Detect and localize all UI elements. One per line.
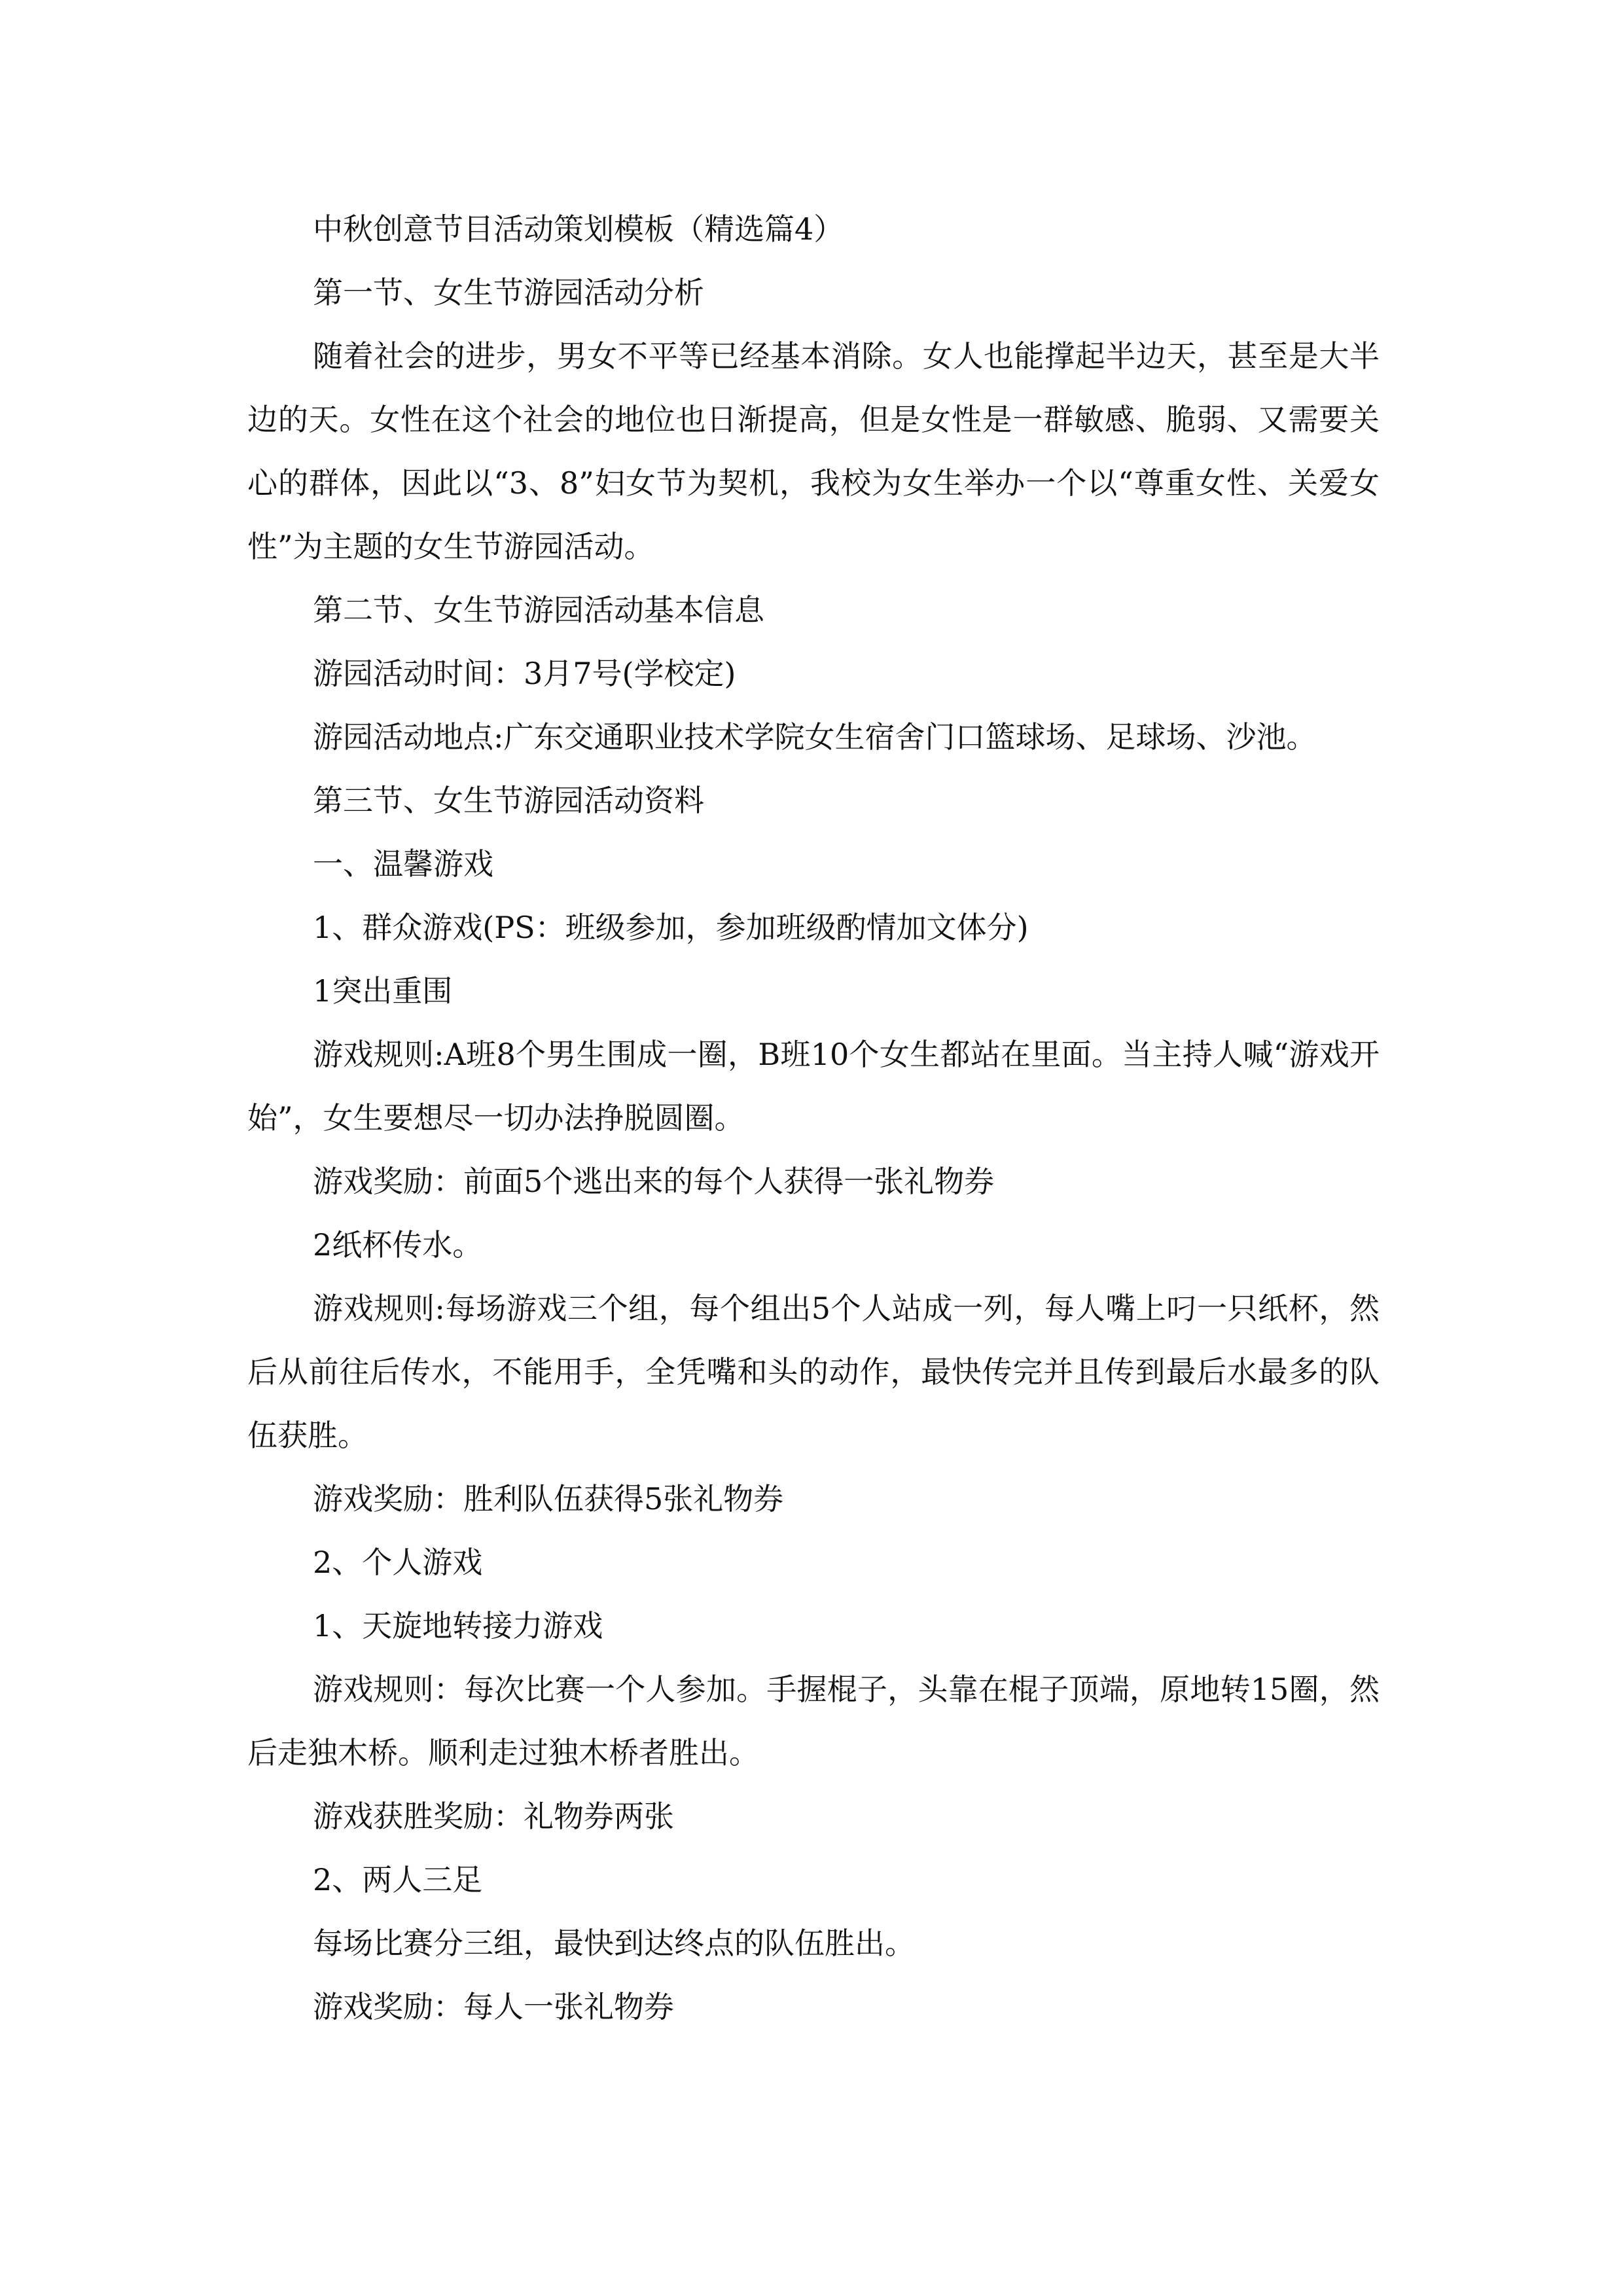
list-item: 1突出重围 (313, 973, 453, 1009)
game-rules: 游戏规则:每场游戏三个组，每个组出5个人站成一列，每人嘴上叼一只纸杯，然后从前往后传水，不能用手，全凭嘴和头的动作，最快传完并且传到最后水最多的队伍获胜。 (247, 1291, 1380, 1453)
event-time: 游园活动时间：3月7号(学校定) (313, 656, 736, 691)
list-item: 2、两人三足 (313, 1862, 483, 1897)
section-heading-3: 第三节、女生节游园活动资料 (313, 783, 704, 818)
game-reward: 游戏奖励：每人一张礼物券 (313, 1989, 674, 2024)
event-location: 游园活动地点:广东交通职业技术学院女生宿舍门口篮球场、足球场、沙池。 (313, 719, 1317, 755)
section-heading-2: 第二节、女生节游园活动基本信息 (313, 592, 764, 628)
document-body (247, 198, 1380, 2039)
body-paragraph: 随着社会的进步，男女不平等已经基本消除。女人也能撑起半边天，甚至是大半边的天。女性在这个社会的地位也日渐提高，但是女性是一群敏感、脆弱、又需要关心的群体，因此以“3、8”妇女节为契机，我校为女生举办一个以“尊重女性、关爱女性”为主题的女生节游园活动。 (247, 338, 1380, 564)
list-item: 1、天旋地转接力游戏 (313, 1608, 603, 1643)
subsection-heading: 一、温馨游戏 (313, 846, 493, 882)
game-reward: 游戏奖励：前面5个逃出来的每个人获得一张礼物券 (313, 1164, 995, 1199)
list-item: 2、个人游戏 (313, 1545, 483, 1580)
game-rules: 游戏规则：每次比赛一个人参加。手握棍子，头靠在棍子顶端，原地转15圈，然后走独木桥。顺利走过独木桥者胜出。 (247, 1672, 1380, 1770)
body-paragraph: 每场比赛分三组，最快到达终点的队伍胜出。 (313, 1926, 915, 1961)
game-rules: 游戏规则:A班8个男生围成一圈，B班10个女生都站在里面。当主持人喊“游戏开始”，女生要想尽一切办法挣脱圆圈。 (247, 1037, 1380, 1136)
document-title: 中秋创意节目活动策划模板（精选篇4） (313, 211, 844, 247)
section-heading-1: 第一节、女生节游园活动分析 (313, 275, 704, 310)
list-item: 2纸杯传水。 (313, 1227, 483, 1263)
game-reward: 游戏奖励：胜利队伍获得5张礼物券 (313, 1481, 784, 1516)
game-reward: 游戏获胜奖励：礼物券两张 (313, 1799, 674, 1834)
list-item: 1、群众游戏(PS：班级参加，参加班级酌情加文体分) (313, 910, 1029, 945)
